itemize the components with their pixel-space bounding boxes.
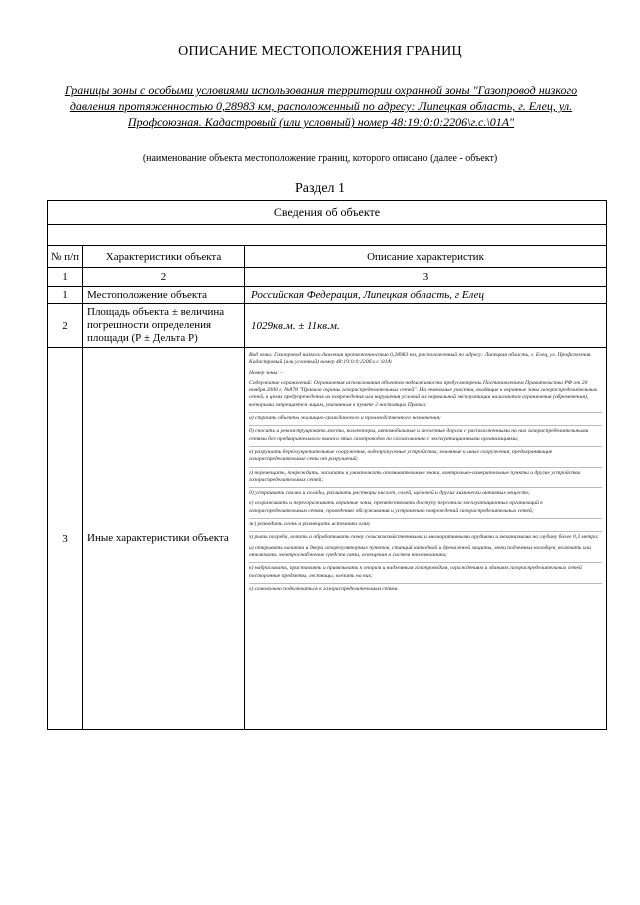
row-label: Площадь объекта ± величина погрешности определения площади (Р ± Дельта Р) [83,304,245,348]
row-label: Местоположение объекта [83,287,245,304]
table-row [48,348,607,730]
row-value: 1029кв.м. ± 11кв.м. [245,304,607,348]
column-number-row [48,268,607,287]
row-number: 1 [48,287,83,304]
table-title-row [48,201,607,225]
other-characteristic-text: б) сносить и реконструировать мосты, коллекторы, автомобильные и железные дороги с расположенными на них газораспределительными сетями без предварительного выноса этих газопроводов по согласованию с эксплуатационными организациями; [249,425,602,443]
other-characteristic-text: д) устраивать свалки и склады, разливать растворы кислот, солей, щелочей и других химически активных веществ; [249,487,602,497]
column-number: 1 [48,268,83,287]
other-characteristic-text: и) открывать калитки и двери газорегуляторных пунктов, станций катодной и дренажной защиты, люки подземных колодцев, включать или отключать электроснабжение средств связи, освещения и систем телемеханики; [249,544,591,558]
object-info-table [47,200,607,730]
row-number: 2 [48,304,83,348]
table-blank-row [48,225,607,246]
row-label: Иные характеристики объекта [83,348,245,730]
other-characteristic-text: г) перемещать, повреждать, засыпать и уничтожать опознавательные знаки, контрольно-измерительные пункты и другие устройства газораспределительных сетей; [249,467,602,485]
other-characteristic-text: л) самовольно подключаться к газораспределительным сетям. [249,583,602,593]
row-number: 3 [48,348,83,730]
column-header-num: № п/п [48,246,83,268]
column-number: 3 [245,268,607,287]
document-title: ОПИСАНИЕ МЕСТОПОЛОЖЕНИЯ ГРАНИЦ [178,44,462,59]
table-title: Сведения об объекте [48,201,607,225]
column-header-description: Описание характеристик [245,246,607,268]
row-value: Российская Федерация, Липецкая область, г Елец [245,287,607,304]
other-characteristic-text: а) строить объекты жилищно-гражданского и производственного назначения; [249,412,602,422]
table-row [48,287,607,304]
table-row [48,304,607,348]
object-caption: (наименование объекта местоположение границ, которого описано (далее - объект) [142,153,498,164]
other-characteristic-text: в) разрушать берегоукрепительные сооружения, водопропускные устройства, земляные и иные сооружения, предохраняющие газораспределительные сети от разрушений; [249,446,602,464]
column-header-characteristics: Характеристики объекта [83,246,245,268]
column-number: 2 [83,268,245,287]
other-characteristic-text: Номер зоны: - [249,369,283,376]
column-header-row [48,246,607,268]
other-characteristic-text: з) рыть погреба, копать и обрабатывать почву сельскохозяйственными и мелиоративными орудиями и механизмами на глубину более 0,3 метра; [249,531,602,541]
zone-description: Границы зоны с особыми условиями использования территории охранной зоны "Газопровод низкого давления протяженностью 0,28983 км, расположенный по адресу: Липецкая область, г. Елец, ул. Профсоюзная. Кадастровый (или условный) номер 48:19:0:0:2206\г.с.\01А" [64,83,578,129]
other-characteristic-text: к) набрасывать, приставлять и привязывать к опорам и надземным газопроводам, ограждениям и зданиям газораспределительных сетей посторонние предметы, лестницы, влезать на них; [249,562,602,580]
other-characteristics-cell [245,348,607,730]
other-characteristic-text: ж) разводить огонь и размещать источники огня; [249,518,602,528]
other-characteristic-text: е) огораживать и перегораживать охранные зоны, препятствовать доступу персонала эксплуатационных организаций к газораспределительным сетям, проведению обслуживания и устранению повреждений газораспределительных сетей; [249,500,543,514]
section-title: Раздел 1 [294,181,346,196]
other-characteristic-text: Вид зоны: Газопровод низкого давления протяженностью 0,28983 км, расположенный по адресу: Липецкая область, г. Елец, ул. Профсоюзная. Кадастровый (или условный) номер 48:19:0:0:2206\г.с.\01А\ [249,352,592,366]
other-characteristic-text: Содержание ограничений: Ограничения использования объектов недвижимости предусмотрены Постановлением Правительства РФ от 20 ноября 2000 г. №878 "Правила охраны газораспределительных сетей". На земельные участки, входящие в охранные зоны газораспределительных сетей, в целях предупреждения их повреждения или нарушения условий их нормальной эксплуатации налагаются ограничения (обременения), которыми запрещается лицам, указанным в пункте 2 настоящих Правил: [249,379,598,408]
